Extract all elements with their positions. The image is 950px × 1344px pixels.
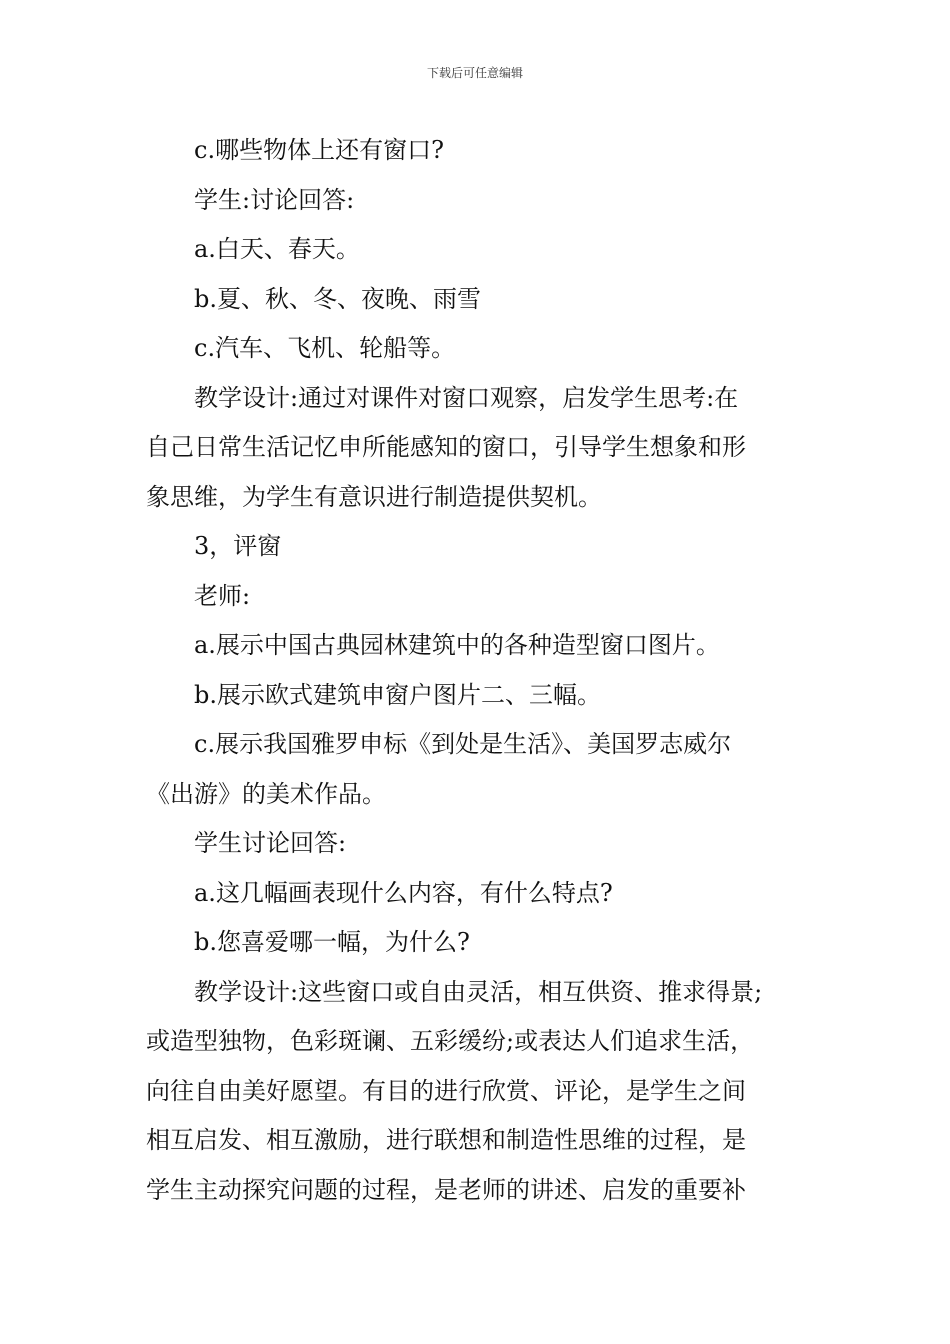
text-line: 相互启发、相互激励，进行联想和制造性思维的过程，是 <box>146 1126 746 1154</box>
text-line: b.夏、秋、冬、夜晚、雨雪 <box>194 284 481 313</box>
text-line: a.展示中国古典园林建筑中的各种造型窗口图片。 <box>194 631 720 659</box>
text-line: b.您喜爱哪一幅，为什么? <box>194 928 470 956</box>
text-line: a.白天、春天。 <box>194 235 360 263</box>
text-line: c.哪些物体上还有窗口? <box>194 136 444 164</box>
text-line: b.展示欧式建筑申窗户图片二、三幅。 <box>194 680 601 709</box>
text-line: 3，评窗 <box>194 532 282 560</box>
text-line: 自己日常生活记忆申所能感知的窗口，引导学生想象和形 <box>146 433 746 461</box>
text-line: c.展示我国雅罗申标《到处是生活》、美国罗志威尔 <box>194 730 732 758</box>
text-line: 《出游》的美术作品。 <box>146 779 386 808</box>
text-line: 老师: <box>194 581 251 610</box>
page-header: 下载后可任意编辑 <box>426 66 523 80</box>
text-line: a.这几幅画表现什么内容，有什么特点? <box>194 878 613 907</box>
text-line: 学生讨论回答: <box>194 829 347 857</box>
text-line: 象思维，为学生有意识进行制造提供契机。 <box>146 482 602 511</box>
text-line: 学生:讨论回答: <box>194 185 355 214</box>
text-line: 学生主动探究问题的过程，是老师的讲述、启发的重要补 <box>146 1175 746 1204</box>
document-body <box>146 126 818 1215</box>
text-line: c.汽车、飞机、轮船等。 <box>194 334 456 362</box>
text-line: 向往自由美好愿望。有目的进行欣赏、评论，是学生之间 <box>146 1076 746 1105</box>
text-line: 教学设计:通过对课件对窗口观察，启发学生思考:在 <box>194 383 739 412</box>
text-line: 或造型独物，色彩斑谰、五彩缓纷;或表达人们追求生活， <box>146 1027 755 1055</box>
text-line: 教学设计:这些窗口或自由灵活，相互供资、推求得景; <box>194 977 763 1006</box>
